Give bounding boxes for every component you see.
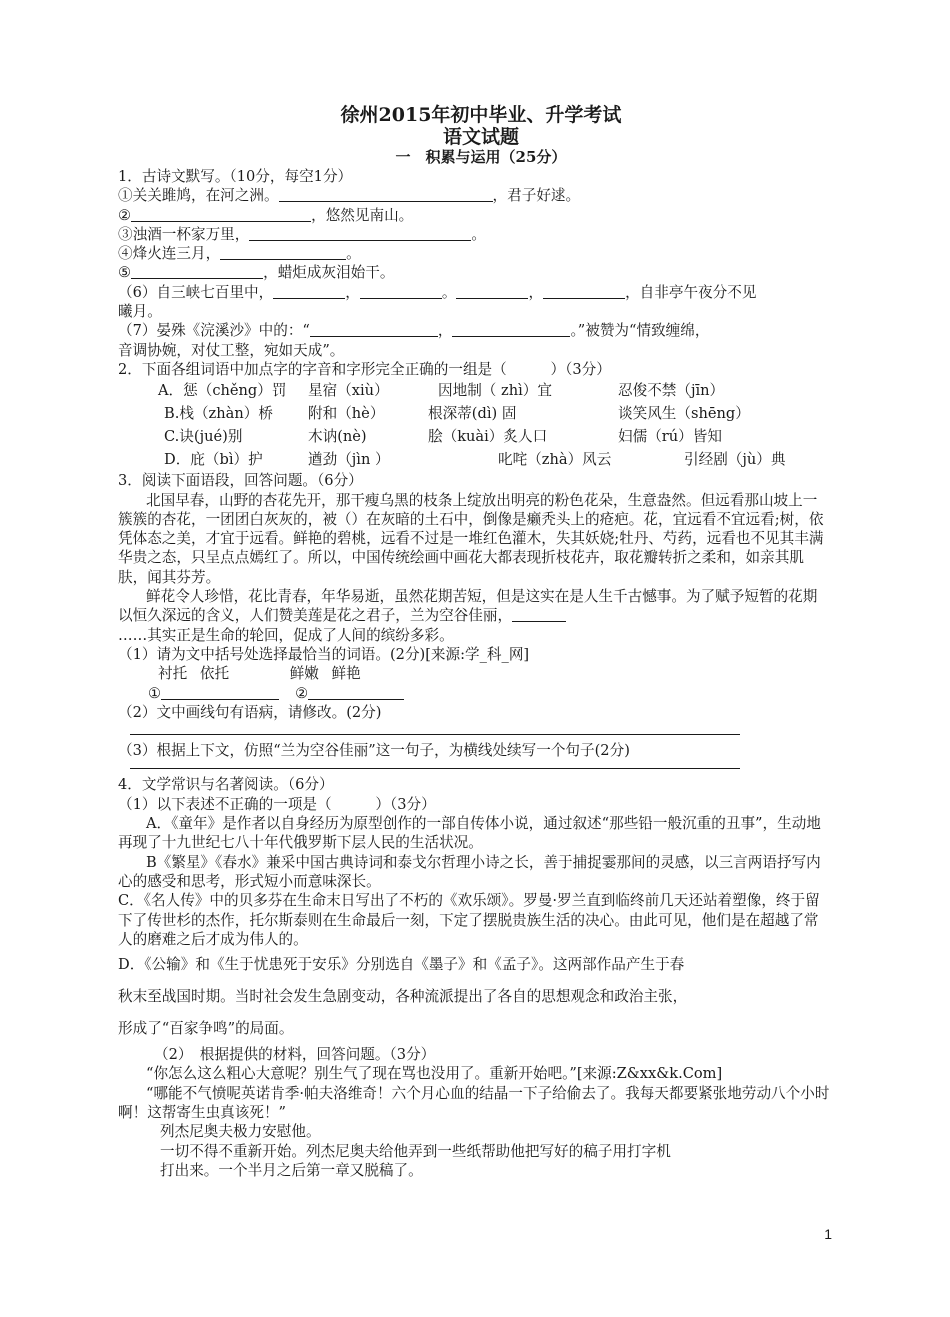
q3-sub3: （3）根据上下文，仿照“兰为空谷佳丽”这一句子，为横线处续写一个句子(2分) [118,742,630,760]
answer-blank[interactable] [249,225,471,241]
answer-blank[interactable] [220,244,346,260]
answer-blank[interactable] [273,283,345,299]
q4-material-1: “你怎么这么粗心大意呢？别生气了现在骂也没用了。重新开始吧。”[来源:Z&xx&k.Com] [146,1065,723,1083]
answer-line[interactable] [130,762,740,769]
q4-sub2: （2） 根据提供的材料，回答问题。（3分） [154,1046,436,1064]
answer-blank[interactable] [512,606,566,622]
q4-stem: 4．文学常识与名著阅读。（6分） [118,776,334,794]
q1-line6: （6）自三峡七百里中， ， 。 ， ，自非亭午夜分不见 [118,283,757,301]
q4-option-d-1: D．《公输》和《生于忧患死于安乐》分别选自《墨子》和《孟子》。这两部作品产生于春 [118,956,685,974]
q2-option-d: D．庇（bì）护 遒劲（jìn ） 叱咤（zhà）风云 引经剧（jù）典 [164,451,786,469]
q1-stem: 1．古诗文默写。（10分，每空1分） [118,168,353,185]
q4-material-3: 列杰尼奥夫极力安慰他。 [160,1123,321,1141]
q4-material-5: 打出来。一个半月之后第一章又脱稿了。 [160,1161,423,1179]
q4-option-d-3: 形成了“百家争鸣”的局面。 [118,1020,294,1038]
answer-blank[interactable] [456,283,528,299]
page-number: 1 [824,1226,832,1242]
answer-blank[interactable] [310,321,438,337]
q2-option-b: B.栈（zhàn）桥 附和（hè） 根深蒂(dì) 固 谈笑风生（shēng） [164,405,750,423]
q3-paragraph-2-end: ……其实正是生命的轮回，促成了人间的缤纷多彩。 [118,626,454,644]
q1-line6-cont: 曦月。 [118,303,162,321]
q3-stem: 3．阅读下面语段，回答问题。（6分） [118,472,363,490]
q4-material-2: “哪能不气愤呢英诺肯季·帕夫洛维奇！六个月心血的结晶一下子给偷去了。我每天都要紧张地劳动八个小时啊！这帮寄生虫真该死！” [118,1084,830,1121]
q3-word-choices: 衬托 依托 鲜嫩 鲜艳 [158,665,361,683]
answer-blank[interactable] [131,263,263,279]
exam-subtitle: 语文试题 [442,126,519,148]
q1-line7: （7）晏殊《浣溪沙》中的：“ ， 。”被赞为“情致缠绵， [118,322,710,340]
q4-option-d-2: 秋末至战国时期。当时社会发生急剧变动，各种流派提出了各自的思想观念和政治主张， [118,988,688,1006]
q3-sub2: （2）文中画线句有语病，请修改。(2分) [118,703,382,721]
q1-line3: ③浊酒一杯家万里， 。 [118,225,486,243]
q1-line4: ④烽火连三月， 。 [118,245,361,263]
exam-title: 徐州2015年初中毕业、升学考试 [340,104,622,126]
q1-line5: ⑤ ，蜡炬成灰泪始干。 [118,264,395,282]
answer-blank-2[interactable] [308,684,404,700]
q1-line1: ①关关雎鸠，在河之洲。 ，君子好逑。 [118,187,581,205]
q3-answer-blanks: ① ② [118,684,830,703]
q4-sub1: （1）以下表述不正确的一项是（ ）（3分） [118,795,436,813]
q1-line2: ② ，悠然见南山。 [118,206,414,224]
q3-paragraph-1: 北国早春，山野的杏花先开，那干瘦乌黑的枝条上绽放出明亮的粉色花朵，生意盎然。但远看那山坡上一簇簇的杏花，一团团白灰灰的，被（）在灰暗的土石中，倒像是癞秃头上的疮疤。花，宜远看不宜远看;树，依凭体态之美，才宜于远看。鲜艳的碧桃，远看不过是一堆红色灌木，失其妖娆;牡丹、芍药，远看也不见其丰满华贵之态，只呈点点嫣红了。所以，中国传统绘画中画花大都表现折枝花卉，取花瓣转折之柔和，如亲其肌肤，闻其芬芳。 [118,491,824,586]
q2-option-c: C.诀(jué)别 木讷(nè) 脍（kuài）炙人口 妇儒（rú）皆知 [164,428,722,446]
answer-blank[interactable] [279,186,493,202]
q1-line7-cont: 音调协婉，对仗工整，宛如天成”。 [118,341,345,359]
answer-blank[interactable] [452,321,570,337]
q2-stem: 2．下面各组词语中加点字的字音和字形完全正确的一组是（ ）（3分） [118,360,611,378]
q2-option-a: A．惩（chěng）罚 星宿（xiù） 因地制（ zhì）宜 忍俊不禁（jīn） [158,382,725,400]
answer-blank[interactable] [360,283,442,299]
section-heading: 一 积累与运用（25分） [395,148,567,166]
answer-blank[interactable] [131,206,311,222]
answer-blank[interactable] [543,283,625,299]
q3-paragraph-2: 鲜花令人珍惜，花比青春，年华易逝，虽然花期苦短，但是这实在是人生千古憾事。为了赋予短暂的花期以恒久深远的含义，人们赞美莲是花之君子，兰为空谷佳丽， [118,588,818,625]
q4-option-b: B《繁星》《春水》兼采中国古典诗词和泰戈尔哲理小诗之长，善于捕捉霎那间的灵感，以三言两语抒写内心的感受和思考，形式短小而意味深长。 [118,853,821,890]
q4-option-a: A．《童年》是作者以自身经历为原型创作的一部自传体小说，通过叙述“那些铅一般沉重的丑事”，生动地再现了十九世纪七八十年代俄罗斯下层人民的生活状况。 [118,815,821,852]
q3-sub1: （1）请为文中括号处选择最恰当的词语。(2分)[来源:学_科_网] [118,645,530,663]
answer-blank-1[interactable] [161,684,279,700]
answer-line[interactable] [130,728,740,735]
q4-material-4: 一切不得不重新开始。列杰尼奥夫给他弄到一些纸帮助他把写好的稿子用打字机 [160,1142,671,1160]
exam-page [118,104,830,1180]
q4-option-c: C．《名人传》中的贝多芬在生命末日写出了不朽的《欢乐颂》。罗曼·罗兰直到临终前几天还站着塑像，终于留下了传世杉的杰作，托尔斯泰则在生命最后一刻，下定了摆脱贵族生活的决心。由此可见，他们是在超越了常人的磨难之后才成为伟人的。 [118,892,820,948]
